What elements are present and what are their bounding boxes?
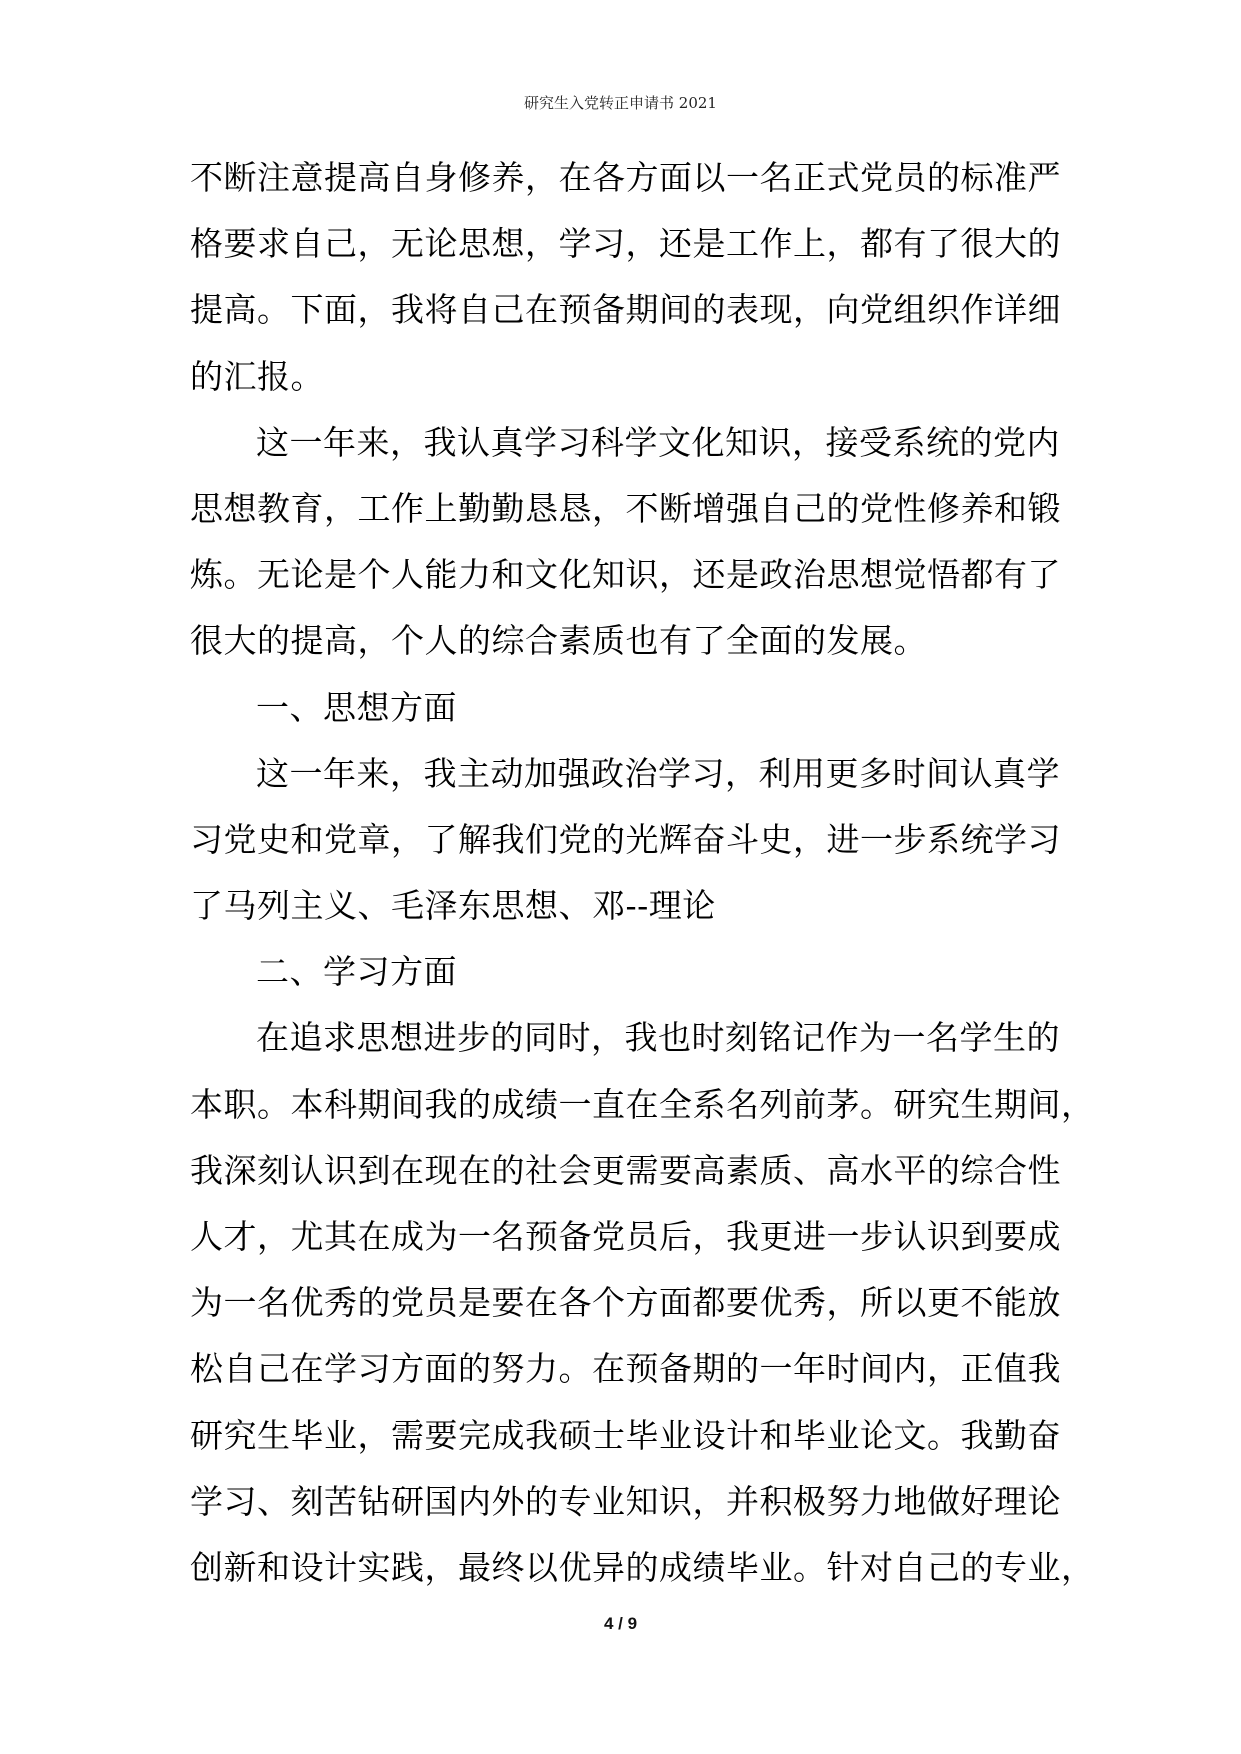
section-heading-study: 二、学习方面 [256, 952, 457, 992]
document-body [190, 157, 1095, 1613]
paragraph-line: 人才，尤其在成为一名预备党员后，我更进一步认识到要成 [190, 1217, 1061, 1256]
paragraph-line: 习党史和党章，了解我们党的光辉奋斗史，进一步系统学习 [190, 819, 1061, 859]
paragraph-line: 不断注意提高自身修养，在各方面以一名正式党员的标准严 [190, 158, 1061, 197]
paragraph-line: 很大的提高，个人的综合素质也有了全面的发展。 [190, 621, 927, 661]
paragraph-line: 在追求思想进步的同时，我也时刻铭记作为一名学生的 [256, 1018, 1060, 1058]
page-number: 4 / 9 [603, 1614, 638, 1633]
paragraph-line: 创新和设计实践，最终以优异的成绩毕业。针对自己的专业， [190, 1547, 1095, 1587]
paragraph-line: 的汇报。 [190, 356, 324, 396]
paragraph-line: 格要求自己，无论思想，学习，还是工作上，都有了很大的 [190, 224, 1061, 264]
document-header: 研究生入党转正申请书 2021 [524, 94, 717, 112]
paragraph-line: 学习、刻苦钻研国内外的专业知识，并积极努力地做好理论 [190, 1481, 1061, 1521]
paragraph-line: 了马列主义、毛泽东思想、邓--理论 [190, 886, 716, 926]
paragraph-line: 我深刻认识到在现在的社会更需要高素质、高水平的综合性 [190, 1150, 1061, 1190]
section-heading-thought: 一、思想方面 [256, 687, 457, 727]
paragraph-line: 松自己在学习方面的努力。在预备期的一年时间内，正值我 [190, 1349, 1061, 1389]
paragraph-line: 研究生毕业，需要完成我硕士毕业设计和毕业论文。我勤奋 [190, 1415, 1061, 1455]
paragraph-line: 这一年来，我认真学习科学文化知识，接受系统的党内 [256, 422, 1060, 462]
paragraph-line: 为一名优秀的党员是要在各个方面都要优秀，所以更不能放 [190, 1283, 1061, 1323]
paragraph-line: 炼。无论是个人能力和文化知识，还是政治思想觉悟都有了 [190, 555, 1061, 595]
paragraph-line: 思想教育，工作上勤勤恳恳，不断增强自己的党性修养和锻 [190, 488, 1061, 528]
paragraph-line: 本职。本科期间我的成绩一直在全系名列前茅。研究生期间， [190, 1084, 1095, 1124]
paragraph-line: 提高。下面，我将自己在预备期间的表现，向党组织作详细 [190, 290, 1061, 330]
paragraph-line: 这一年来，我主动加强政治学习，利用更多时间认真学 [256, 753, 1060, 793]
